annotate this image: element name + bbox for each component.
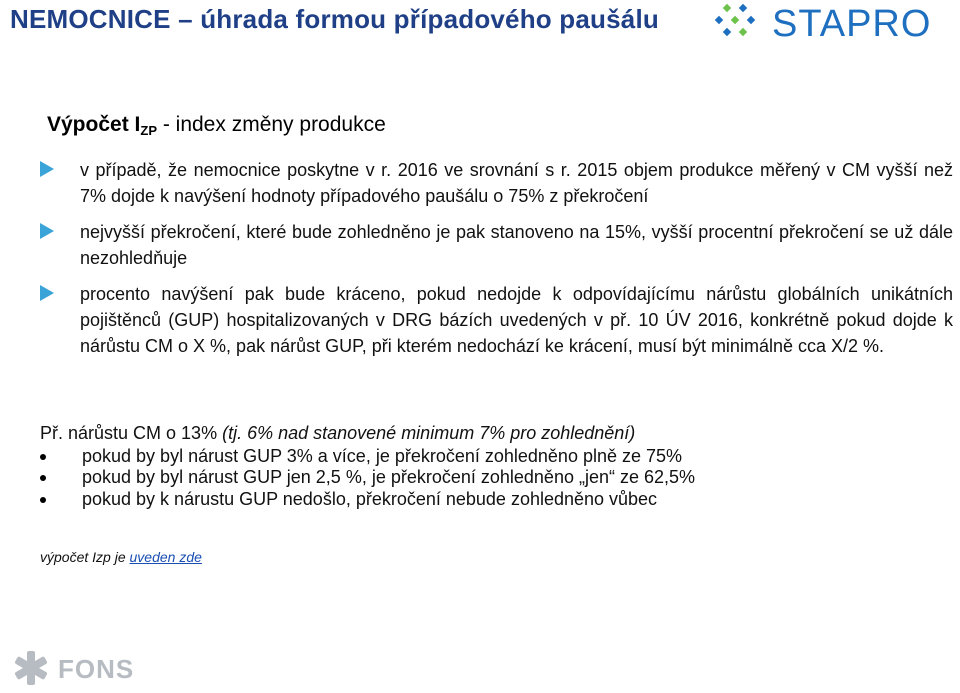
arrow-bullet-icon [40, 161, 54, 177]
bullet-dot-icon [40, 454, 46, 460]
stapro-logo-text: STAPRO [772, 3, 932, 45]
rule-item [38, 219, 953, 271]
example-item [40, 446, 920, 468]
example-block [40, 423, 920, 510]
rules-list [38, 157, 953, 369]
stapro-logo-icon [714, 2, 766, 48]
heading-suffix: - index změny produkce [157, 113, 386, 136]
rule-item [38, 157, 953, 209]
footnote [40, 549, 202, 565]
footnote-text: výpočet Izp je [40, 549, 130, 565]
calculation-link[interactable]: uveden zde [129, 549, 202, 565]
fons-logo [10, 648, 150, 688]
example-item-text: pokud by byl nárust GUP 3% a více, je překročení zohledněno plně ze 75% [82, 445, 683, 466]
example-item-text: pokud by byl nárust GUP jen 2,5 %, je překročení zohledněno „jen“ ze 62,5% [82, 467, 696, 487]
example-heading-text: Př. nárůstu CM o 13% [40, 423, 223, 443]
page-title: NEMOCNICE – úhrada formou případového paušálu [10, 4, 659, 34]
arrow-bullet-icon [40, 285, 54, 301]
example-item-text: pokud by k nárustu GUP nedošlo, překročení nebude zohledněno vůbec [82, 488, 658, 509]
example-heading-note: (tj. 6% nad stanovené minimum 7% pro zohlednění) [222, 423, 636, 443]
example-heading [40, 423, 920, 445]
arrow-bullet-icon [40, 223, 54, 239]
rule-text: nejvyšší překročení, které bude zohledněno je pak stanoveno na 15%, vyšší procentní překročení se už dále nezohledňuje [80, 222, 953, 268]
bullet-dot-icon [40, 497, 46, 503]
section-heading [47, 113, 386, 138]
bullet-dot-icon [40, 475, 46, 481]
example-item [40, 467, 920, 489]
example-item [40, 489, 920, 511]
rule-item [38, 281, 953, 359]
heading-subscript: ZP [140, 123, 157, 138]
example-list [40, 446, 920, 511]
stapro-logo [714, 2, 944, 48]
fons-logo-icon [10, 648, 52, 688]
rule-text: procento navýšení pak bude kráceno, pokud nedojde k odpovídajícímu nárůstu globálních unikátních pojištěnců (GUP) hospitalizovaných v DRG bázích uvedených v př. 10 ÚV 2016, konkrétně pokud dojde k nárůstu CM o X %, pak nárůst GUP, při kterém nedochází ke krácení, musí být minimálně cca X/2 %. [80, 284, 953, 356]
rule-text: v případě, že nemocnice poskytne v r. 2016 ve srovnání s r. 2015 objem produkce měřený v CM vyšší než 7% dojde k navýšení hodnoty případového paušálu o 75% z překročení [80, 160, 953, 206]
fons-logo-text: FONS [58, 654, 135, 684]
heading-prefix: Výpočet I [47, 113, 141, 136]
